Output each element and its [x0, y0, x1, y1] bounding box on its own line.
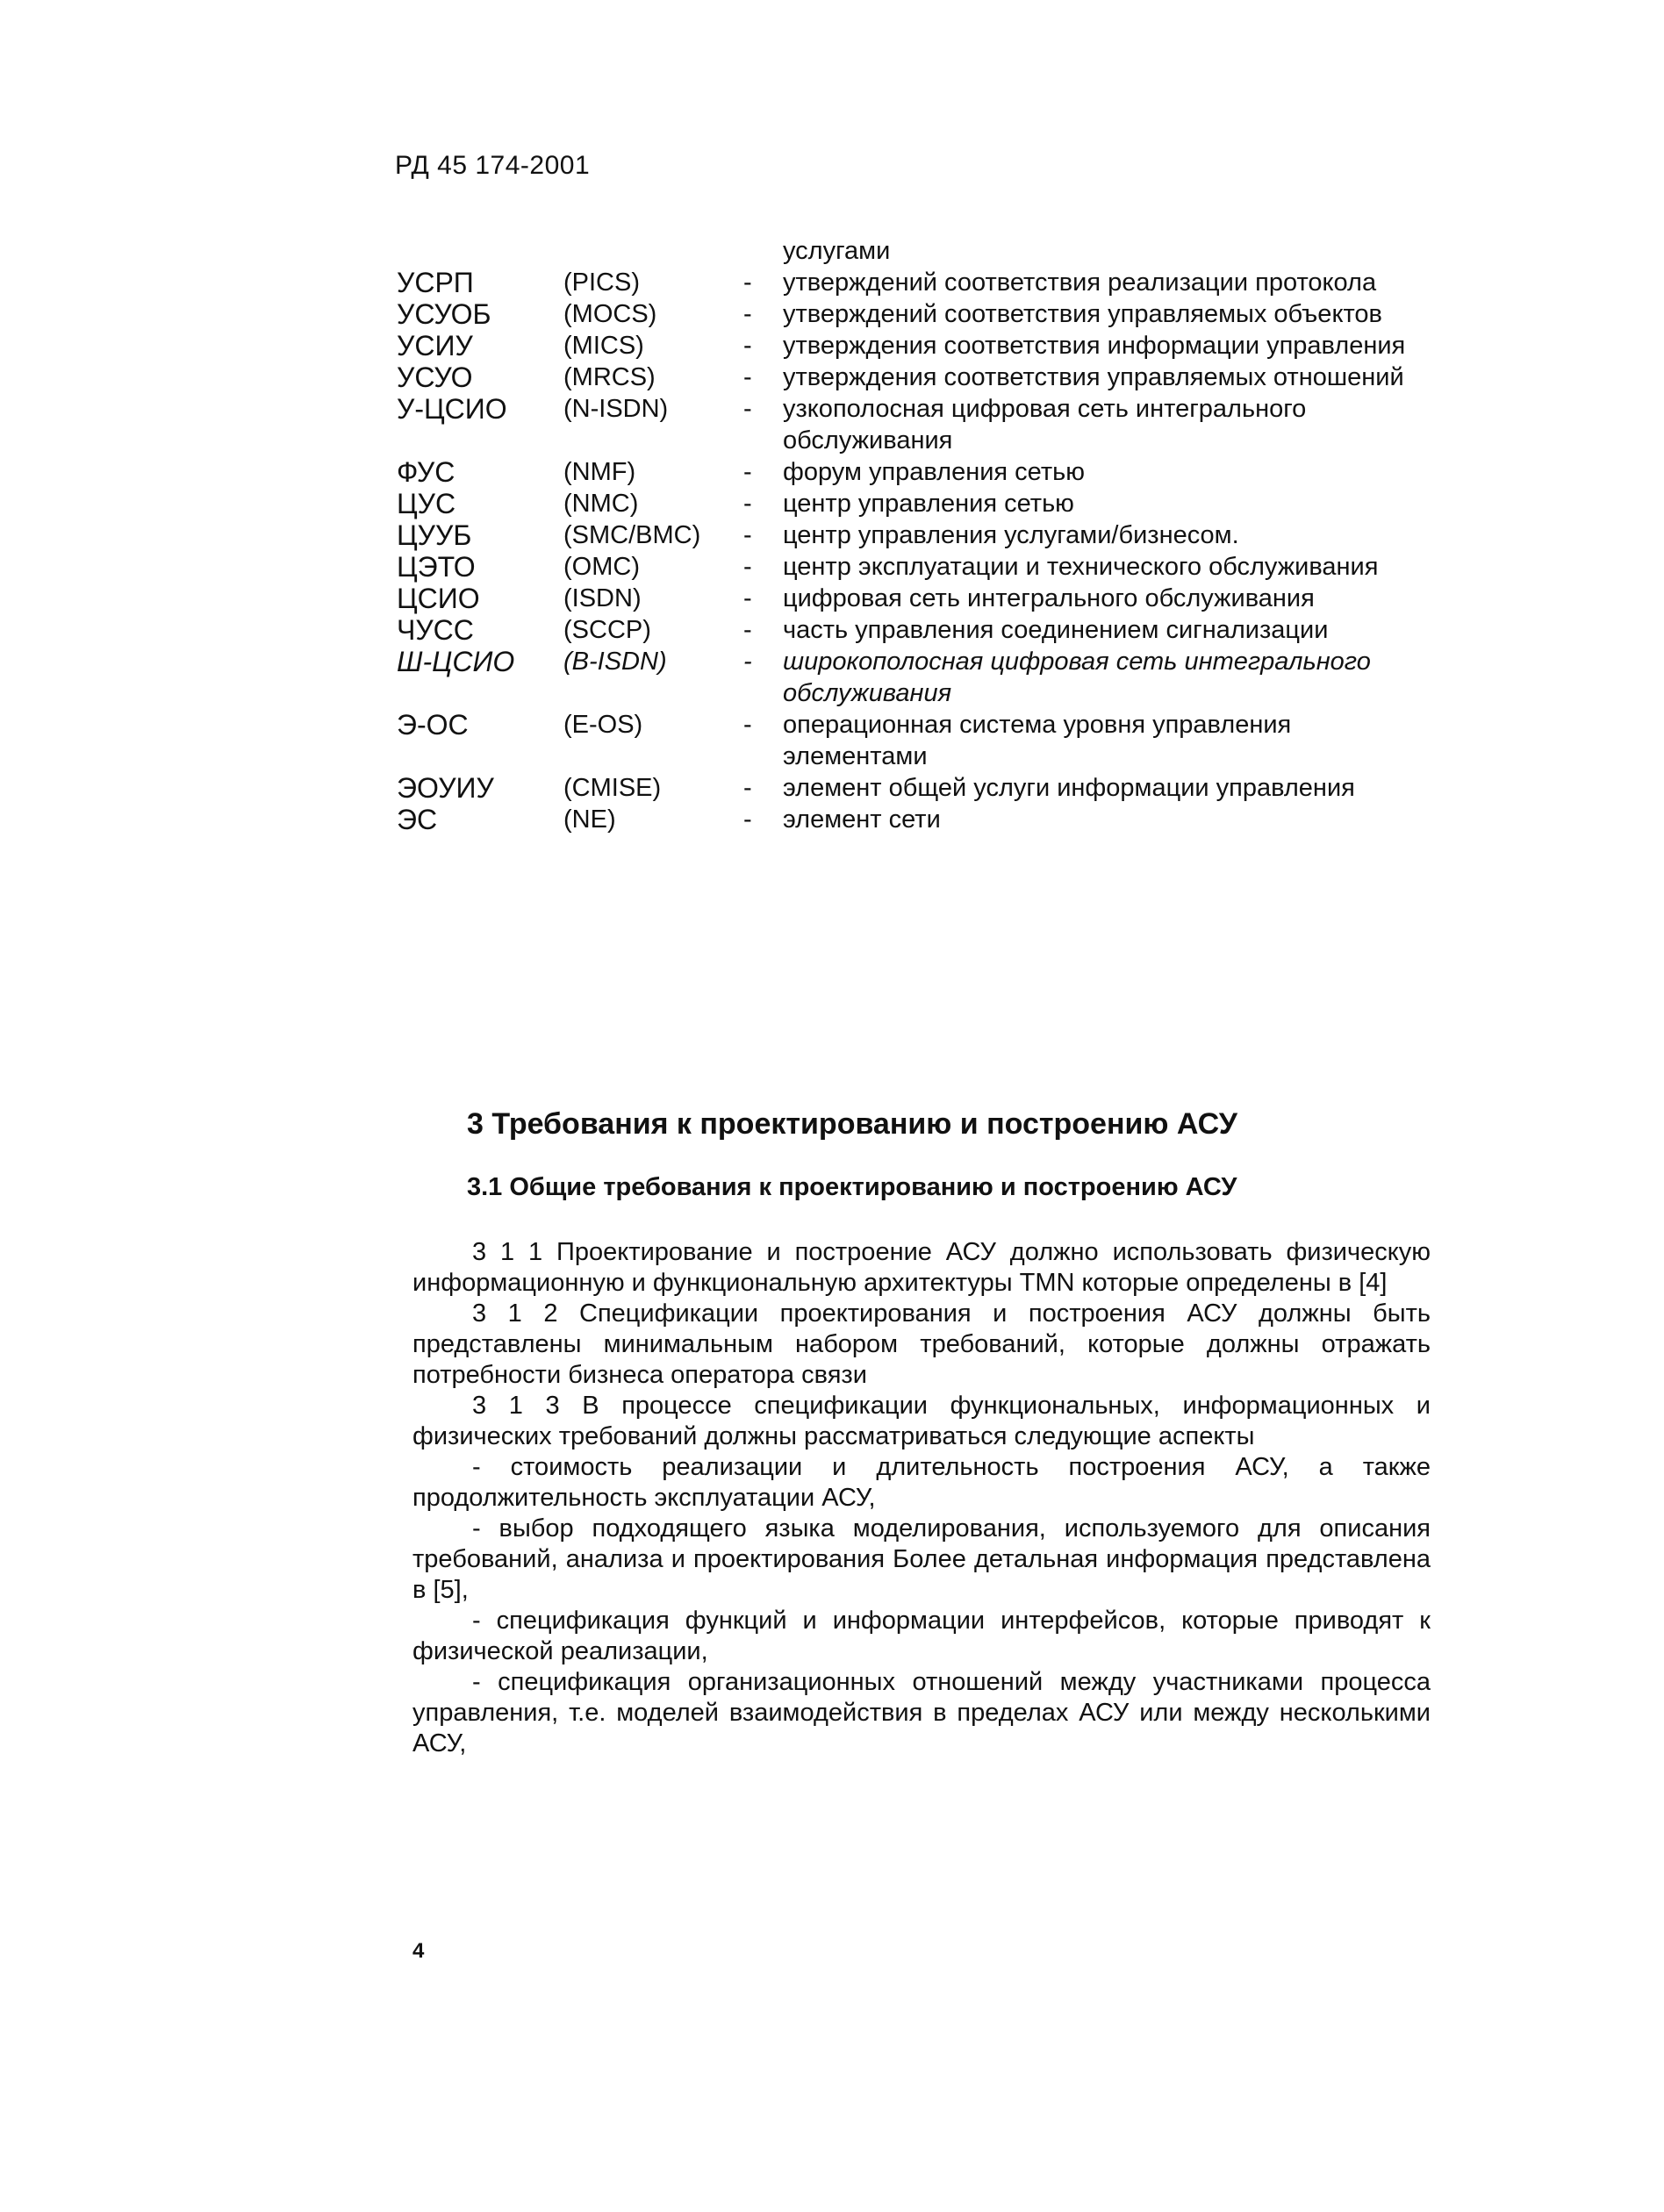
abbreviation-dash: - — [743, 648, 752, 676]
abbreviation-term: ЦУУБ — [397, 519, 472, 551]
abbreviation-term: ФУС — [397, 456, 455, 488]
abbreviation-definition: форум управления сетью — [783, 458, 1085, 486]
abbreviation-english: (MICS) — [563, 332, 644, 360]
abbreviation-term: ЭОУИУ — [397, 772, 494, 804]
abbreviation-term: ЦСИО — [397, 583, 480, 614]
abbreviation-english: (OMC) — [563, 553, 640, 581]
abbreviation-dash: - — [743, 805, 752, 834]
abbreviation-row — [397, 519, 1406, 551]
abbreviation-row — [397, 488, 1406, 519]
abbreviation-row — [397, 646, 1406, 709]
abbreviation-english: (PICS) — [563, 268, 640, 297]
abbreviation-definition: элемент сети — [783, 805, 941, 834]
abbreviation-row — [397, 709, 1406, 772]
abbreviation-dash: - — [743, 458, 752, 486]
abbreviation-row — [397, 456, 1406, 488]
abbreviation-row — [397, 298, 1406, 330]
abbreviation-definition: операционная система уровня управления элементами — [783, 711, 1292, 770]
abbreviation-row — [397, 804, 1406, 835]
paragraph: 3 1 3 В процессе спецификации функциональных, информационных и физических требований должны рассматриваться следующие аспекты — [412, 1392, 1431, 1450]
abbreviation-english: (NMF) — [563, 458, 636, 486]
abbreviation-definition: утверждения соответствия управляемых отношений — [783, 363, 1404, 391]
abbreviation-definition: центр эксплуатации и технического обслуживания — [783, 553, 1379, 581]
abbreviation-english: (NMC) — [563, 490, 639, 518]
abbreviation-english: (CMISE) — [563, 774, 662, 802]
continuation-text: услугами — [783, 237, 891, 265]
abbreviation-dash: - — [743, 553, 752, 581]
paragraph: 3 1 1 Проектирование и построение АСУ должно использовать физическую информационную и функциональную архитектуры TMN которые определены в [4] — [412, 1238, 1431, 1297]
abbreviation-term: УСИУ — [397, 330, 473, 362]
abbreviation-definition: утверждений соответствия реализации протокола — [783, 268, 1377, 297]
abbreviation-definition: центр управления услугами/бизнесом. — [783, 521, 1239, 549]
abbreviation-definition: узкополосная цифровая сеть интегрального обслуживания — [783, 395, 1307, 455]
abbreviation-term: У-ЦСИО — [397, 393, 507, 425]
abbreviation-row — [397, 551, 1406, 583]
abbreviation-english: (N-ISDN) — [563, 395, 669, 423]
abbreviation-term: ЭС — [397, 804, 438, 835]
abbreviation-definition: элемент общей услуги информации управления — [783, 774, 1355, 802]
abbreviation-row — [397, 614, 1406, 646]
list-item: - выбор подходящего языка моделирования, используемого для описания требований, анализа и проектирования Более детальная информация представлена в [5], — [412, 1514, 1431, 1604]
abbreviation-row — [397, 583, 1406, 614]
abbreviation-rows — [397, 267, 1406, 835]
abbreviation-term: Ш-ЦСИО — [397, 646, 515, 677]
subsection-title: 3.1 Общие требования к проектированию и построению АСУ — [467, 1173, 1237, 1201]
list-item: - стоимость реализации и длительность построения АСУ, а также продолжительность эксплуатации АСУ, — [412, 1453, 1431, 1512]
document-header: РД 45 174-2001 — [395, 151, 591, 180]
section-title: 3 Требования к проектированию и построению АСУ — [467, 1107, 1237, 1141]
abbreviation-definition: широкополосная цифровая сеть интегрального обслуживания — [783, 648, 1371, 707]
abbreviation-dash: - — [743, 300, 752, 328]
abbreviation-definition: цифровая сеть интегрального обслуживания — [783, 584, 1315, 612]
abbreviation-term: ЧУСС — [397, 614, 474, 646]
section-body — [412, 1237, 1431, 1759]
abbreviation-term: УСУОБ — [397, 298, 491, 330]
abbreviation-english: (SCCP) — [563, 616, 651, 644]
list-item: - спецификация функций и информации интерфейсов, которые приводят к физической реализации, — [412, 1607, 1431, 1665]
abbreviation-dash: - — [743, 395, 752, 423]
abbreviation-dash: - — [743, 268, 752, 297]
abbreviation-row — [397, 393, 1406, 456]
abbreviation-definition: утверждения соответствия информации управления — [783, 332, 1406, 360]
abbreviation-term: ЦЭТО — [397, 551, 476, 583]
list-item: - спецификация организационных отношений между участниками процесса управления, т.е. моделей взаимодействия в пределах АСУ или между несколькими АСУ, — [412, 1668, 1431, 1757]
abbreviation-row — [397, 267, 1406, 298]
page-number: 4 — [412, 1939, 425, 1963]
abbreviation-english: (MRCS) — [563, 363, 656, 391]
abbreviation-row — [397, 362, 1406, 393]
abbreviation-english: (B-ISDN) — [563, 648, 667, 676]
abbreviation-dash: - — [743, 616, 752, 644]
abbreviations-list — [397, 235, 1406, 835]
abbreviation-term: Э-ОС — [397, 709, 469, 741]
abbreviation-term: УСУО — [397, 362, 473, 393]
abbreviation-english: (NE) — [563, 805, 616, 834]
abbreviation-row — [397, 772, 1406, 804]
abbreviation-dash: - — [743, 711, 752, 739]
abbreviation-dash: - — [743, 521, 752, 549]
abbreviation-dash: - — [743, 490, 752, 518]
abbreviation-dash: - — [743, 774, 752, 802]
abbreviation-dash: - — [743, 332, 752, 360]
abbreviation-english: (MOCS) — [563, 300, 657, 328]
abbreviation-row — [397, 330, 1406, 362]
abbreviation-dash: - — [743, 363, 752, 391]
abbreviation-definition: часть управления соединением сигнализации — [783, 616, 1329, 644]
paragraph: 3 1 2 Спецификации проектирования и построения АСУ должны быть представлены минимальным набором требований, которые должны отражать потребности бизнеса оператора связи — [412, 1299, 1431, 1389]
abbreviation-english: (SMC/BMC) — [563, 521, 701, 549]
abbreviation-english: (ISDN) — [563, 584, 642, 612]
abbreviation-english: (E-OS) — [563, 711, 643, 739]
abbreviation-definition: утверждений соответствия управляемых объектов — [783, 300, 1382, 328]
abbreviation-term: УСРП — [397, 267, 474, 298]
abbreviation-dash: - — [743, 584, 752, 612]
abbreviation-definition: центр управления сетью — [783, 490, 1074, 518]
abbreviation-term: ЦУС — [397, 488, 456, 519]
